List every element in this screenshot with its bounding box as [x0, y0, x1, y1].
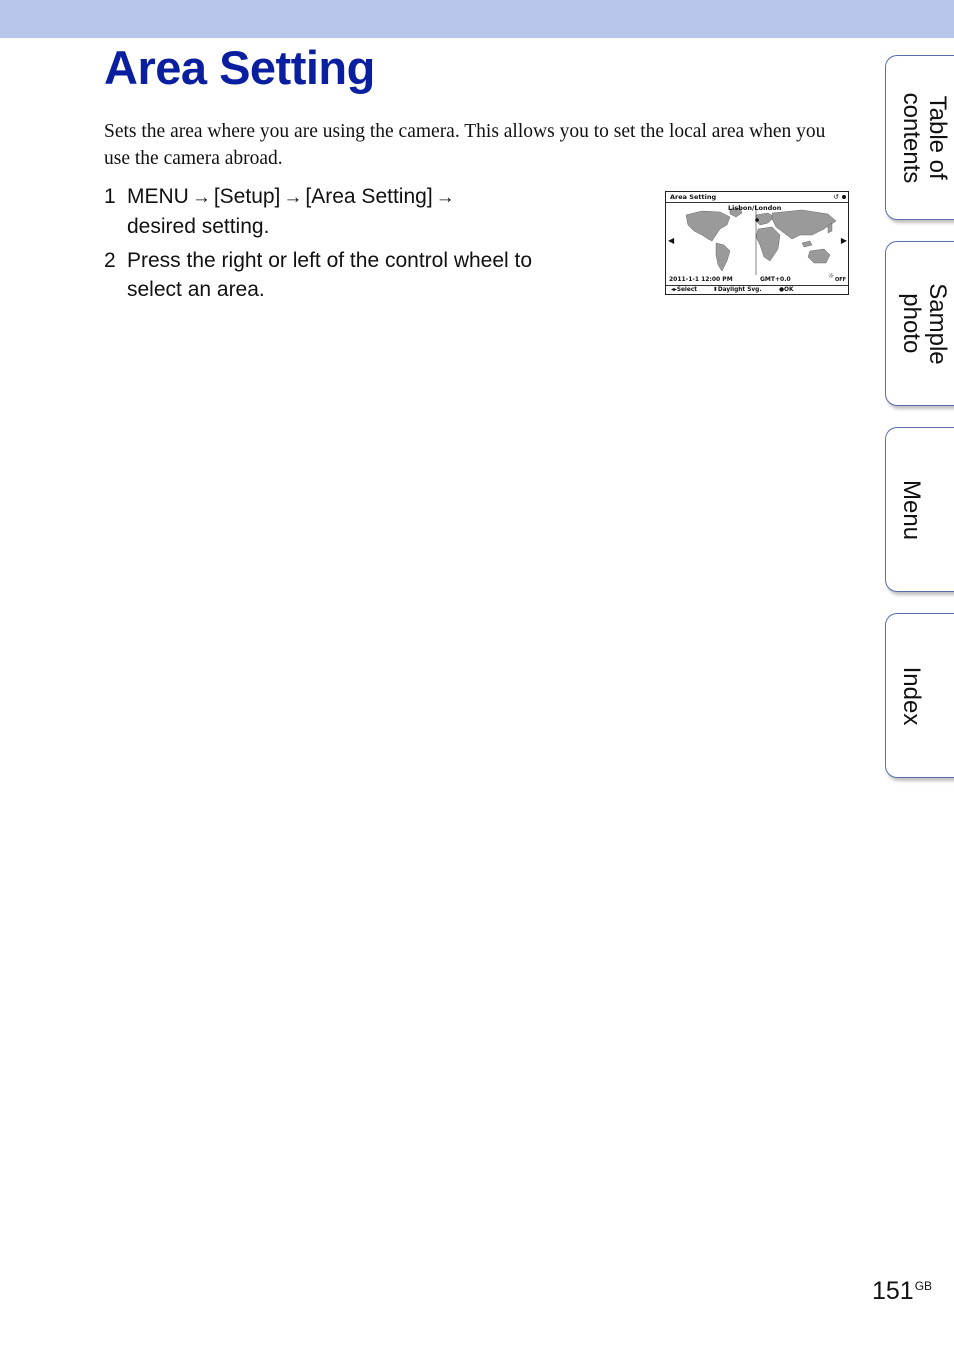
selected-city: Lisbon/London: [728, 204, 782, 212]
page-number-value: 151: [872, 1277, 914, 1305]
ok-hint: ●OK: [779, 287, 794, 293]
page-title: Area Setting: [104, 41, 375, 94]
right-arrow-icon: ▶: [840, 236, 847, 245]
tab-table-of-contents[interactable]: [885, 55, 954, 220]
arrow-icon: →: [435, 187, 455, 208]
world-map-icon: [672, 205, 842, 275]
setup-label: [Setup]: [213, 185, 281, 208]
camera-screen-illustration: [665, 191, 849, 295]
menu-label: MENU: [127, 185, 189, 208]
tab-label: Index: [898, 666, 925, 725]
datetime-readout: 2011-1-1 12:00 PM: [669, 276, 733, 283]
tab-sample-photo[interactable]: [885, 241, 954, 406]
back-icon: ↺: [833, 193, 839, 201]
tab-menu[interactable]: [885, 427, 954, 592]
step-1: [104, 182, 574, 241]
page-number: [872, 1277, 932, 1306]
dot-icon: [842, 195, 846, 199]
tab-label: Sample photo: [898, 282, 951, 365]
step-number: 1: [104, 185, 116, 208]
gmt-offset: GMT+0.0: [760, 276, 791, 283]
intro-paragraph: Sets the area where you are using the camera. This allows you to set the local area when you use the camera abroad.: [104, 121, 826, 169]
tab-label: Menu: [898, 479, 925, 540]
step-2: [104, 246, 574, 304]
step-number: 2: [104, 249, 116, 272]
steps-list: [104, 182, 574, 309]
area-setting-label: [Area Setting]: [305, 185, 433, 208]
screen-header: [666, 192, 848, 203]
tab-label: Table of contents: [898, 92, 951, 183]
daylight-hint: ⬍Daylight Svg.: [713, 287, 762, 293]
desired-setting-label: desired setting.: [127, 215, 270, 238]
screen-title: Area Setting: [670, 193, 717, 201]
daylight-icon: ☼: [828, 272, 835, 280]
screen-footer: [666, 285, 848, 295]
daylight-state: OFF: [835, 277, 847, 283]
step-text: Press the right or left of the control wheel to select an area.: [127, 249, 533, 301]
left-arrow-icon: ◀: [668, 236, 675, 245]
tab-index[interactable]: [885, 613, 954, 778]
top-header-bar: [0, 0, 954, 38]
arrow-icon: →: [283, 187, 303, 208]
arrow-icon: →: [191, 187, 211, 208]
page-suffix: GB: [914, 1279, 933, 1293]
select-hint: ◂▸Select: [671, 287, 698, 293]
